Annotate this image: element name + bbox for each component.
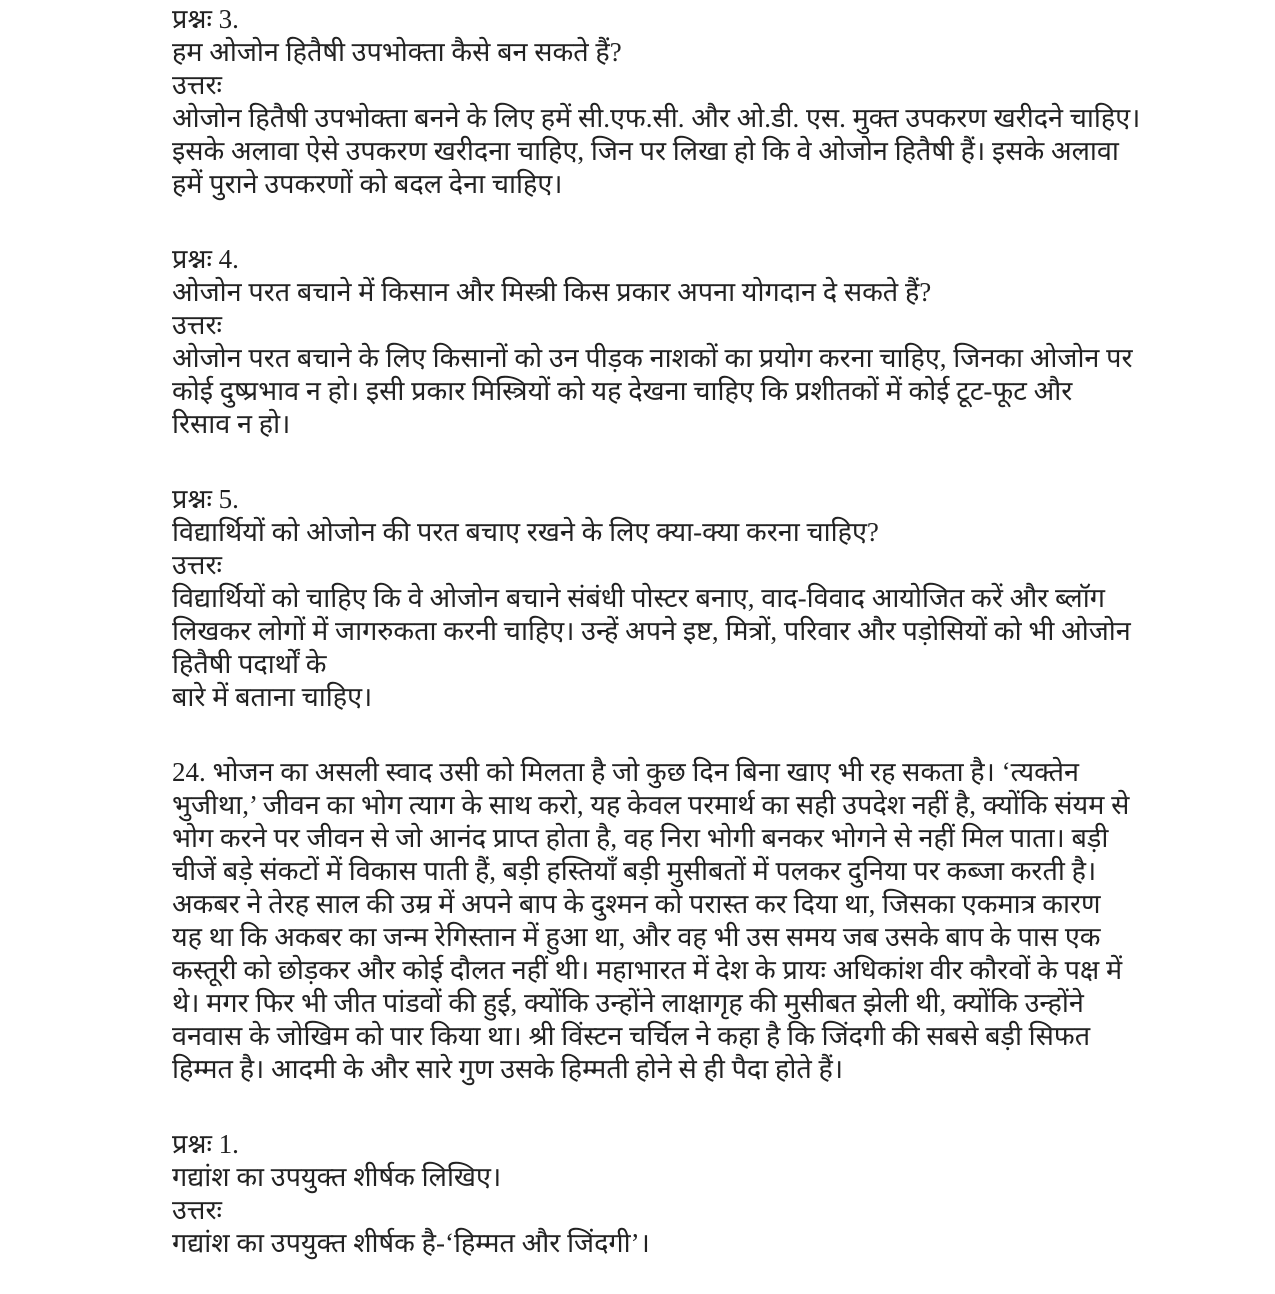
qa-section-4 [172, 243, 1235, 441]
answer-line: हितैषी पदार्थों के [172, 649, 327, 679]
passage-line: हिम्मत है। आदमी के और सारे गुण उसके हिम्मती होने से ही पैदा होते हैं। [172, 1054, 844, 1084]
passage-line: चीजें बड़े संकटों में विकास पाती हैं, बड़ी हस्तियाँ बड़ी मुसीबतों में पलकर दुनिया पर कब्जा करती है। [172, 856, 1097, 886]
answer-line: गद्यांश का उपयुक्त शीर्षक है-‘हिम्मत और जिंदगी’। [172, 1228, 650, 1258]
answer-line: कोई दुष्प्रभाव न हो। इसी प्रकार मिस्त्रियों को यह देखना चाहिए कि प्रशीतकों में कोई टूट-फूट और [172, 376, 1073, 406]
passage-line: 24. भोजन का असली स्वाद उसी को मिलता है जो कुछ दिन बिना खाए भी रह सकता है। ‘त्यक्तेन [172, 757, 1079, 787]
passage-line: यह था कि अकबर का जन्म रेगिस्तान में हुआ था, और वह भी उस समय जब उसके बाप के पास एक [172, 922, 1101, 952]
answer-line: ओजोन परत बचाने के लिए किसानों को उन पीड़क नाशकों का प्रयोग करना चाहिए, जिनका ओजोन पर [172, 343, 1133, 373]
answer-line: रिसाव न हो। [172, 409, 291, 439]
qa-section-5 [172, 483, 1235, 714]
question-text: हम ओजोन हितैषी उपभोक्ता कैसे बन सकते हैं? [172, 37, 622, 67]
answer-label: उत्तरः [172, 1195, 222, 1225]
passage-line: थे। मगर फिर भी जीत पांडवों की हुई, क्योंकि उन्होंने लाक्षागृह की मुसीबत झेली थी, क्योंकि उन्होंने [172, 988, 1084, 1018]
qa-section-1 [172, 1128, 1235, 1260]
passage-line: भोग करने पर जीवन से जो आनंद प्राप्त होता है, वह निरा भोगी बनकर भोगने से नहीं मिल पाता। बड़ी [172, 823, 1109, 853]
passage-line: अकबर ने तेरह साल की उम्र में अपने बाप के दुश्मन को परास्त कर दिया था, जिसका एकमात्र कारण [172, 889, 1101, 919]
passage-line: वनवास के जोखिम को पार किया था। श्री विंस्टन चर्चिल ने कहा है कि जिंदगी की सबसे बड़ी सिफत [172, 1021, 1091, 1051]
answer-line: लिखकर लोगों में जागरुकता करनी चाहिए। उन्हें अपने इष्ट, मित्रों, परिवार और पड़ोसियों को भी ओजोन [172, 616, 1131, 646]
passage-line: कस्तूरी को छोड़कर और कोई दौलत नहीं थी। महाभारत में देश के प्रायः अधिकांश वीर कौरवों के पक्ष में [172, 955, 1123, 985]
answer-line: इसके अलावा ऐसे उपकरण खरीदना चाहिए, जिन पर लिखा हो कि वे ओजोन हितैषी हैं। इसके अलावा [172, 136, 1119, 166]
answer-line: हमें पुराने उपकरणों को बदल देना चाहिए। [172, 169, 563, 199]
answer-line: ओजोन हितैषी उपभोक्ता बनने के लिए हमें सी.एफ.सी. और ओ.डी. एस. मुक्त उपकरण खरीदने चाहिए। [172, 103, 1141, 133]
question-text: विद्यार्थियों को ओजोन की परत बचाए रखने के लिए क्या-क्या करना चाहिए? [172, 517, 879, 547]
qa-section-3 [172, 3, 1235, 201]
question-number: प्रश्नः 3. [172, 4, 239, 34]
passage-section [172, 756, 1235, 1086]
question-text: ओजोन परत बचाने में किसान और मिस्त्री किस प्रकार अपना योगदान दे सकते हैं? [172, 277, 932, 307]
passage-line: भुजीथा,’ जीवन का भोग त्याग के साथ करो, यह केवल परमार्थ का सही उपदेश नहीं है, क्योंकि संयम से [172, 790, 1130, 820]
answer-line: विद्यार्थियों को चाहिए कि वे ओजोन बचाने संबंधी पोस्टर बनाए, वाद-विवाद आयोजित करें और ब्लॉग [172, 583, 1105, 613]
question-number: प्रश्नः 1. [172, 1129, 239, 1159]
question-number: प्रश्नः 4. [172, 244, 239, 274]
question-text: गद्यांश का उपयुक्त शीर्षक लिखिए। [172, 1162, 502, 1192]
answer-label: उत्तरः [172, 70, 222, 100]
question-number: प्रश्नः 5. [172, 484, 239, 514]
answer-label: उत्तरः [172, 550, 222, 580]
answer-line: बारे में बताना चाहिए। [172, 682, 373, 712]
answer-label: उत्तरः [172, 310, 222, 340]
